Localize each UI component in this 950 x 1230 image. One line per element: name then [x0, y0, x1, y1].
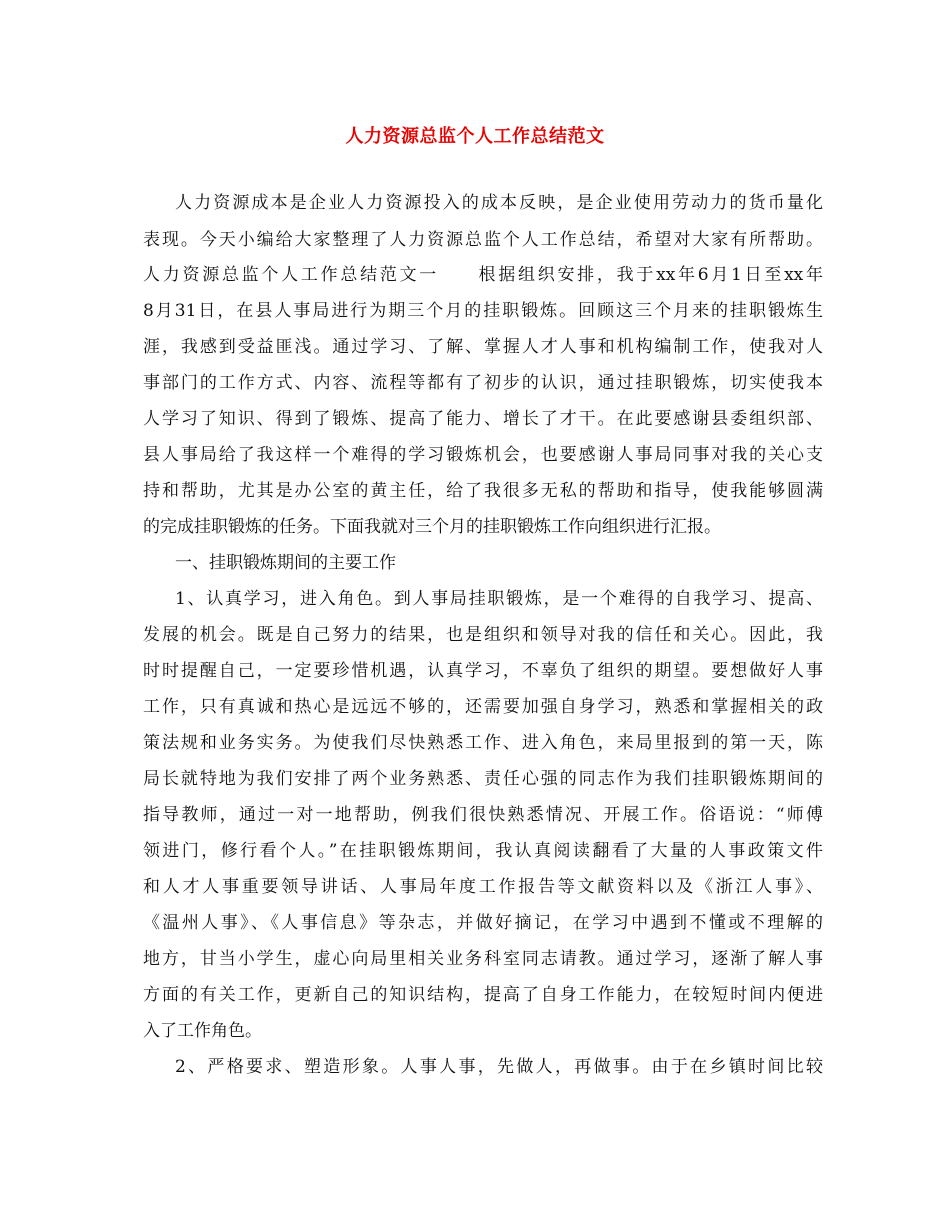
text-line-1: 人力资源成本是企业人力资源投入的成本反映，是企业使用劳动力的货币量化 — [175, 193, 823, 213]
text-line-8: 县人事局给了我这样一个难得的学习锻炼机会，也要感谢人事局同事对我的关心支 — [143, 445, 823, 465]
text-line-3: 人力资源总监个人工作总结范文一 根据组织安排，我于xx年6月1日至xx年 — [143, 265, 823, 285]
text-line-14: 时时提醒自己，一定要珍惜机遇，认真学习，不辜负了组织的期望。要想做好人事 — [143, 661, 823, 681]
text-line-10: 的完成挂职锻炼的任务。下面我就对三个月的挂职锻炼工作向组织进行汇报。 — [143, 517, 721, 537]
text-line-19: 领进门，修行看个人。”在挂职锻炼期间，我认真阅读翻看了大量的人事政策文件 — [143, 841, 823, 861]
text-line-24: 入了工作角色。 — [143, 1021, 262, 1041]
text-line-17: 局长就特地为我们安排了两个业务熟悉、责任心强的同志作为我们挂职锻炼期间的 — [143, 769, 823, 789]
text-line-13: 发展的机会。既是自己努力的结果，也是组织和领导对我的信任和关心。因此，我 — [143, 625, 823, 645]
text-line-20: 和人才人事重要领导讲话、人事局年度工作报告等文献资料以及《浙江人事》、 — [143, 877, 823, 897]
text-line-18: 指导教师，通过一对一地帮助，例我们很快熟悉情况、开展工作。俗语说：“师傅 — [143, 805, 823, 825]
text-line-12: 1、认真学习，进入角色。到人事局挂职锻炼，是一个难得的自我学习、提高、 — [175, 589, 823, 609]
text-line-15: 工作，只有真诚和热心是远远不够的，还需要加强自身学习，熟悉和掌握相关的政 — [143, 697, 823, 717]
text-line-23: 方面的有关工作，更新自己的知识结构，提高了自身工作能力，在较短时间内便进 — [143, 985, 823, 1005]
text-line-22: 地方，甘当小学生，虚心向局里相关业务科室同志请教。通过学习，逐渐了解人事 — [143, 949, 823, 969]
text-line-21: 《温州人事》、《人事信息》等杂志，并做好摘记，在学习中遇到不懂或不理解的 — [143, 913, 823, 933]
text-line-5: 涯，我感到受益匪浅。通过学习、了解、掌握人才人事和机构编制工作，使我对人 — [143, 337, 823, 357]
text-line-2: 表现。今天小编给大家整理了人力资源总监个人工作总结，希望对大家有所帮助。 — [143, 230, 823, 250]
text-line-7: 人学习了知识、得到了锻炼、提高了能力、增长了才干。在此要感谢县委组织部、 — [143, 409, 823, 429]
document-title: 人力资源总监个人工作总结范文 — [345, 126, 605, 147]
text-line-25: 2、严格要求、塑造形象。人事人事，先做人，再做事。由于在乡镇时间比较 — [175, 1057, 823, 1077]
section-heading: 一、挂职锻炼期间的主要工作 — [175, 553, 396, 573]
text-line-6: 事部门的工作方式、内容、流程等都有了初步的认识，通过挂职锻炼，切实使我本 — [143, 373, 823, 393]
text-line-16: 策法规和业务实务。为使我们尽快熟悉工作、进入角色，来局里报到的第一天，陈 — [143, 733, 823, 753]
text-line-4: 8月31日，在县人事局进行为期三个月的挂职锻炼。回顾这三个月来的挂职锻炼生 — [143, 301, 823, 321]
text-line-9: 持和帮助，尤其是办公室的黄主任，给了我很多无私的帮助和指导，使我能够圆满 — [143, 481, 823, 501]
